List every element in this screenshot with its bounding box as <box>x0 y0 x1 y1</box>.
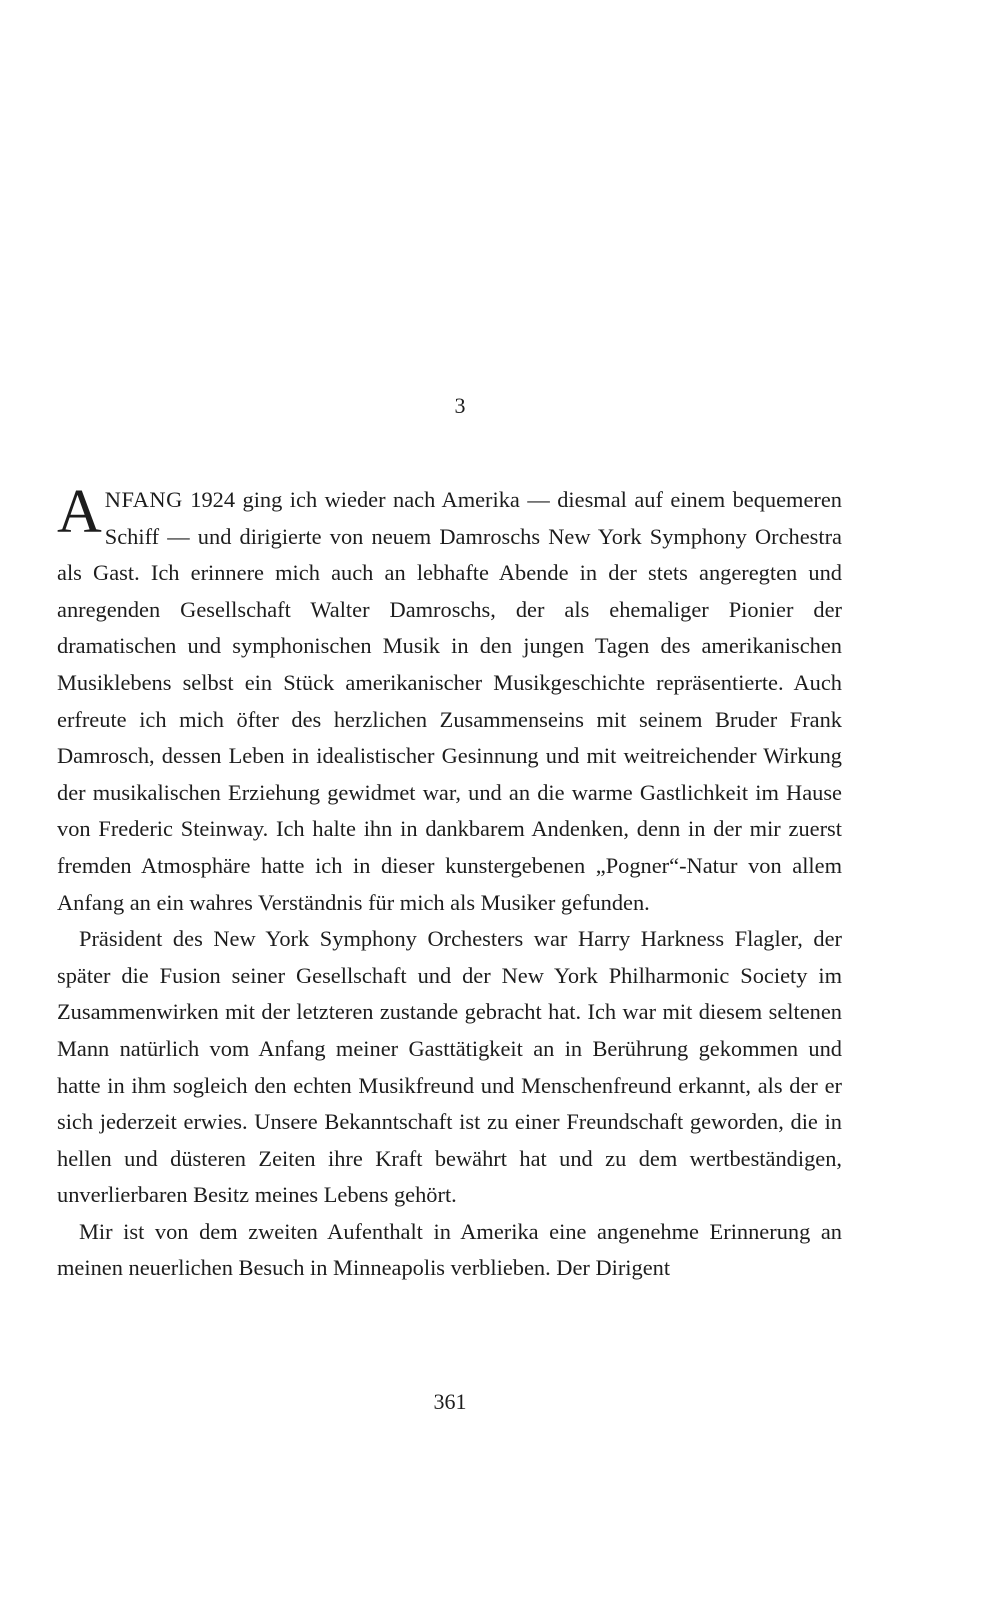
body-text <box>57 478 842 1287</box>
paragraph-1-lead: NFANG <box>104 487 183 512</box>
paragraph-2: Präsident des New York Symphony Orchesters war Harry Harkness Flagler, der später die Fusion seiner Gesellschaft und der New York Philharmonic Society im Zusammenwirken mit der letzteren zustande gebracht hat. Ich war mit diesem seltenen Mann natürlich vom Anfang meiner Gasttätigkeit an in Berührung gekommen und hatte in ihm sogleich den echten Musikfreund und Menschenfreund erkannt, als der er sich jederzeit erwies. Unsere Bekanntschaft ist zu einer Freundschaft geworden, die in hellen und düsteren Zeiten ihre Kraft bewährt hat und zu dem wertbeständigen, unverlierbaren Besitz meines Lebens gehört. <box>57 926 842 1208</box>
page-number: 361 <box>433 1389 467 1414</box>
drop-cap: A <box>57 478 102 546</box>
paragraph-1 <box>57 478 842 921</box>
paragraph-3: Mir ist von dem zweiten Aufenthalt in Amerika eine angenehme Erinnerung an meinen neuerlichen Besuch in Minneapolis verblieben. Der Dirigent <box>57 1218 842 1281</box>
paragraph-1-text: 1924 ging ich wieder nach Amerika — diesmal auf einem bequemeren Schiff — und dirigierte von neuem Damroschs New York Symphony Orchestra als Gast. Ich erinnere mich auch an lebhafte Abende in der stets angeregten und anregenden Gesellschaft Walter Damroschs, der als ehemaliger Pionier der dramatischen und symphonischen Musik in den jungen Tagen des amerikanischen Musiklebens selbst ein Stück amerikanischer Musikgeschichte repräsentierte. Auch erfreute ich mich öfter des herzlichen Zusammenseins mit seinem Bruder Frank Damrosch, dessen Leben in idealistischer Gesinnung und mit weitreichender Wirkung der musikalischen Erziehung gewidmet war, und an die warme Gastlichkeit im Hause von Frederic Steinway. Ich halte ihn in dankbarem Andenken, denn in der mir zuerst fremden Atmosphäre hatte ich in dieser kunstergebenen „Pogner“-Natur von allem Anfang an ein wahres Verständnis für mich als Musiker gefunden. <box>57 487 842 915</box>
chapter-number: 3 <box>454 393 466 418</box>
